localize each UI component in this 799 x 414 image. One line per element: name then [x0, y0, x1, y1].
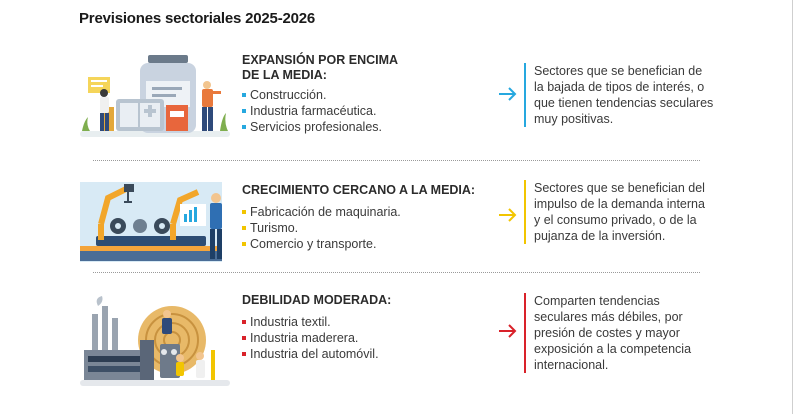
sector-list — [242, 87, 382, 135]
section-divider — [93, 160, 700, 161]
section-description — [524, 180, 714, 244]
section-divider — [93, 272, 700, 273]
list-item — [242, 103, 382, 119]
list-item-text: Servicios profesionales. — [250, 120, 383, 134]
bullet-square-icon — [242, 242, 246, 246]
factory-timber-illustration — [80, 292, 230, 392]
accent-bar — [524, 180, 526, 244]
bullet-square-icon — [242, 125, 246, 129]
bullet-square-icon — [242, 226, 246, 230]
list-item — [242, 87, 382, 103]
list-item-text: Industria farmacéutica. — [250, 104, 377, 118]
sector-list — [242, 314, 379, 362]
list-item — [242, 204, 401, 220]
robotic-assembly-line-illustration — [80, 172, 230, 272]
accent-bar — [524, 293, 526, 373]
section-description — [524, 293, 714, 373]
list-item-text: Turismo. — [250, 221, 299, 235]
list-item — [242, 236, 401, 252]
list-item — [242, 346, 379, 362]
bullet-square-icon — [242, 93, 246, 97]
bullet-square-icon — [242, 320, 246, 324]
list-item-text: Industria textil. — [250, 315, 331, 329]
bullet-square-icon — [242, 210, 246, 214]
accent-bar — [524, 63, 526, 127]
section-description — [524, 63, 714, 127]
heading-line-2: DE LA MEDIA: — [242, 68, 327, 82]
heading-line-1: DEBILIDAD MODERADA: — [242, 293, 392, 307]
pharmacy-construction-illustration — [80, 47, 230, 147]
page-edge — [792, 0, 793, 414]
description-text: Comparten tendencias seculares más débiles, por presión de costes y mayor exposición a la competencia internacional. — [534, 294, 692, 372]
heading-line-1: CRECIMIENTO CERCANO A LA MEDIA: — [242, 183, 476, 197]
sector-list — [242, 204, 401, 252]
list-item — [242, 119, 382, 135]
section-heading — [242, 183, 475, 198]
arrow-right-icon — [498, 207, 518, 223]
page-title: Previsiones sectoriales 2025-2026 — [79, 10, 316, 27]
section-heading — [242, 53, 398, 83]
list-item — [242, 220, 401, 236]
list-item-text: Construcción. — [250, 88, 327, 102]
bullet-square-icon — [242, 336, 246, 340]
section-heading — [242, 293, 391, 308]
list-item-text: Fabricación de maquinaria. — [250, 205, 401, 219]
list-item — [242, 314, 379, 330]
description-text: Sectores que se benefician de la bajada de tipos de interés, o que tienen tendencias seculares muy positivas. — [534, 64, 714, 126]
description-text: Sectores que se benefician del impulso de la demanda interna y el consumo privado, o de la pujanza de la inversión. — [534, 181, 705, 243]
heading-line-1: EXPANSIÓN POR ENCIMA — [242, 53, 399, 67]
list-item-text: Comercio y transporte. — [250, 237, 377, 251]
list-item-text: Industria del automóvil. — [250, 347, 379, 361]
bullet-square-icon — [242, 109, 246, 113]
arrow-right-icon — [498, 86, 518, 102]
arrow-right-icon — [498, 323, 518, 339]
list-item — [242, 330, 379, 346]
bullet-square-icon — [242, 352, 246, 356]
list-item-text: Industria maderera. — [250, 331, 359, 345]
